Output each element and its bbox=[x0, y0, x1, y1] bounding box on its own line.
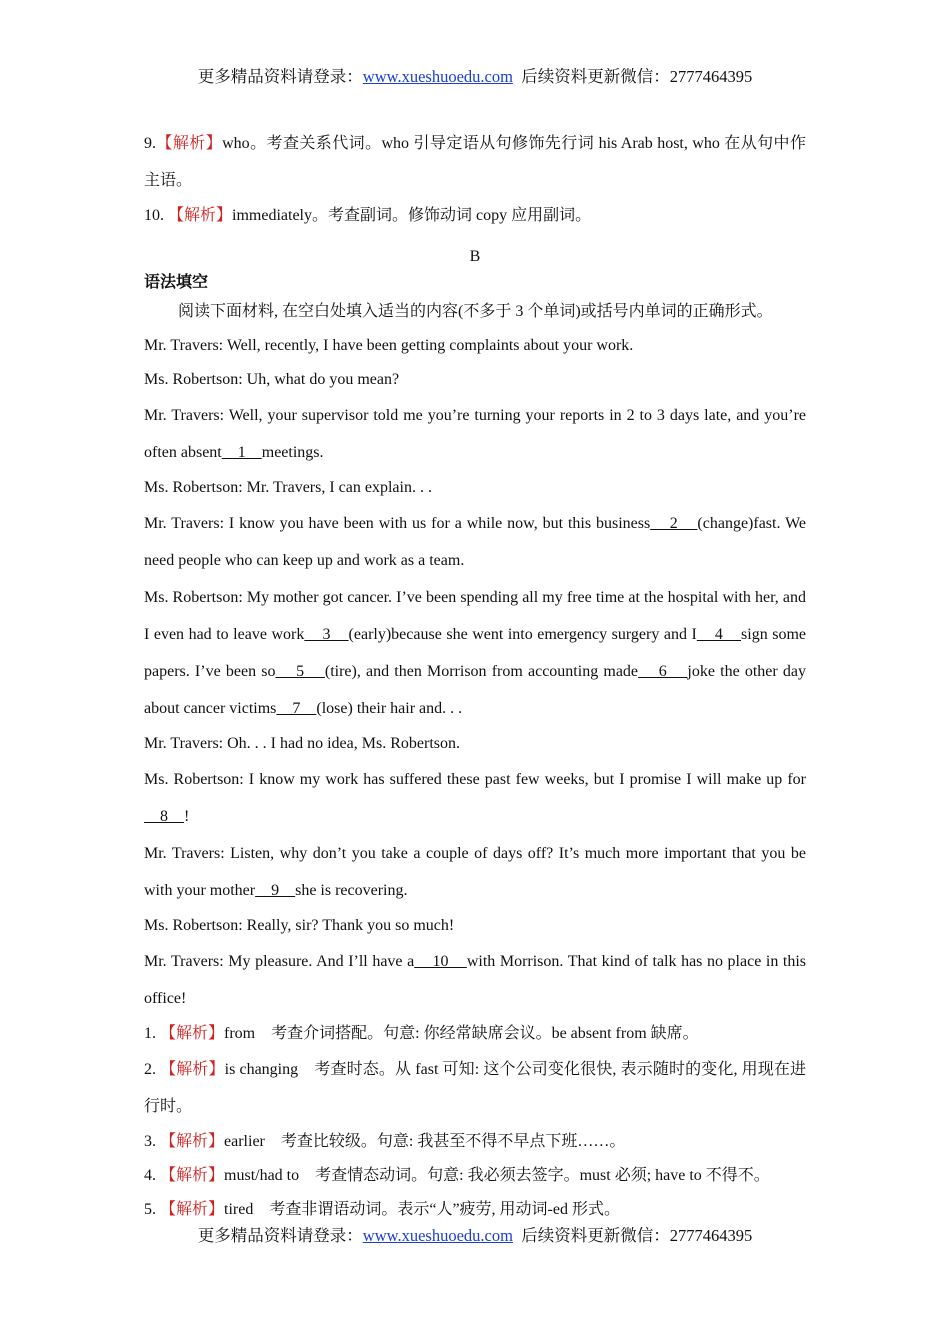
dialogue-line: Mr. Travers: Well, recently, I have been getting complaints about your work. bbox=[144, 337, 634, 354]
answer-1: 1. 【解析】from 考查介词搭配。句意: 你经常缺席会议。be absent from 缺席。 bbox=[144, 1025, 699, 1042]
blank-4[interactable]: 4 bbox=[696, 626, 742, 643]
dialogue-line: Mr. Travers: I know you have been with us for a while now, but this business 2 (change)fast. We need people who can keep up and work as a team. bbox=[144, 515, 807, 569]
blank-9[interactable]: 9 bbox=[255, 882, 296, 899]
blank-3[interactable]: 3 bbox=[304, 626, 349, 643]
answer-9: 9.【解析】who。考查关系代词。who 引导定语从句修饰先行词 his Arab host, who 在从句中作主语。 bbox=[144, 135, 806, 189]
instruction: 阅读下面材料, 在空白处填入适当的内容(不多于 3 个单词)或括号内单词的正确形式。 bbox=[178, 303, 773, 320]
blank-2[interactable]: 2 bbox=[650, 515, 698, 532]
answer-2: 2. 【解析】is changing 考查时态。从 fast 可知: 这个公司变化很快, 表示随时的变化, 用现在进行时。 bbox=[144, 1061, 806, 1115]
footer-prefix: 更多精品资料请登录： bbox=[197, 1226, 363, 1245]
section-title: 语法填空 bbox=[144, 274, 209, 291]
answer-5: 5. 【解析】tired 考查非谓语动词。表示“人”疲劳, 用动词-ed 形式。 bbox=[144, 1201, 620, 1218]
document-body bbox=[144, 125, 806, 1227]
blank-10[interactable]: 10 bbox=[414, 953, 467, 970]
header-prefix: 更多精品资料请登录： bbox=[197, 67, 363, 86]
blank-8[interactable]: 8 bbox=[144, 808, 184, 825]
header-link[interactable]: www.xueshuoedu.com bbox=[362, 67, 513, 86]
page-footer bbox=[0, 1226, 950, 1246]
answer-4: 4. 【解析】must/had to 考查情态动词。句意: 我必须去签字。must 必须; have to 不得不。 bbox=[144, 1167, 770, 1184]
footer-suffix: 后续资料更新微信：2777464395 bbox=[512, 1226, 753, 1245]
footer-link[interactable]: www.xueshuoedu.com bbox=[362, 1226, 513, 1245]
blank-1[interactable]: 1 bbox=[221, 444, 262, 461]
dialogue-line: Mr. Travers: Well, your supervisor told me you’re turning your reports in 2 to 3 days late, and you’re often absent 1 meetings. bbox=[144, 407, 806, 461]
analysis-tag: 【解析】 bbox=[160, 1061, 225, 1078]
dialogue-line: Mr. Travers: Oh. . . I had no idea, Ms. Robertson. bbox=[144, 735, 460, 752]
analysis-tag: 【解析】 bbox=[160, 1167, 225, 1184]
blank-6[interactable]: 6 bbox=[638, 663, 688, 680]
dialogue-line: Ms. Robertson: My mother got cancer. I’ve been spending all my free time at the hospital with her, and I even had to leave work 3 (early)because she went into emergency surgery and I 4 sign some papers. I’ve been so 5 (tire), and then Morrison from accounting made 6 joke the other day about cancer victims 7 (lose) their hair and. . . bbox=[144, 589, 807, 717]
answer-10: 10. 【解析】immediately。考查副词。修饰动词 copy 应用副词。 bbox=[144, 207, 592, 224]
analysis-tag: 【解析】 bbox=[168, 207, 233, 224]
analysis-tag: 【解析】 bbox=[160, 1025, 225, 1042]
dialogue-line: Mr. Travers: Listen, why don’t you take a couple of days off? It’s much more important that you be with your mother 9 she is recovering. bbox=[144, 845, 806, 899]
answer-3: 3. 【解析】earlier 考查比较级。句意: 我甚至不得不早点下班……。 bbox=[144, 1133, 626, 1150]
page-header bbox=[0, 67, 950, 87]
analysis-tag: 【解析】 bbox=[160, 1133, 225, 1150]
blank-7[interactable]: 7 bbox=[276, 700, 317, 717]
analysis-tag: 【解析】 bbox=[160, 1201, 225, 1218]
blank-5[interactable]: 5 bbox=[275, 663, 325, 680]
header-suffix: 后续资料更新微信：2777464395 bbox=[512, 67, 753, 86]
dialogue-line: Ms. Robertson: I know my work has suffered these past few weeks, but I promise I will make up for 8 ! bbox=[144, 771, 806, 825]
dialogue-line: Ms. Robertson: Uh, what do you mean? bbox=[144, 371, 400, 388]
analysis-tag: 【解析】 bbox=[156, 135, 223, 152]
dialogue-line: Ms. Robertson: Mr. Travers, I can explain. . . bbox=[144, 479, 432, 496]
dialogue-line: Ms. Robertson: Really, sir? Thank you so much! bbox=[144, 917, 455, 934]
section-letter: B bbox=[469, 248, 481, 265]
dialogue-line: Mr. Travers: My pleasure. And I’ll have a 10 with Morrison. That kind of talk has no place in this office! bbox=[144, 953, 807, 1007]
